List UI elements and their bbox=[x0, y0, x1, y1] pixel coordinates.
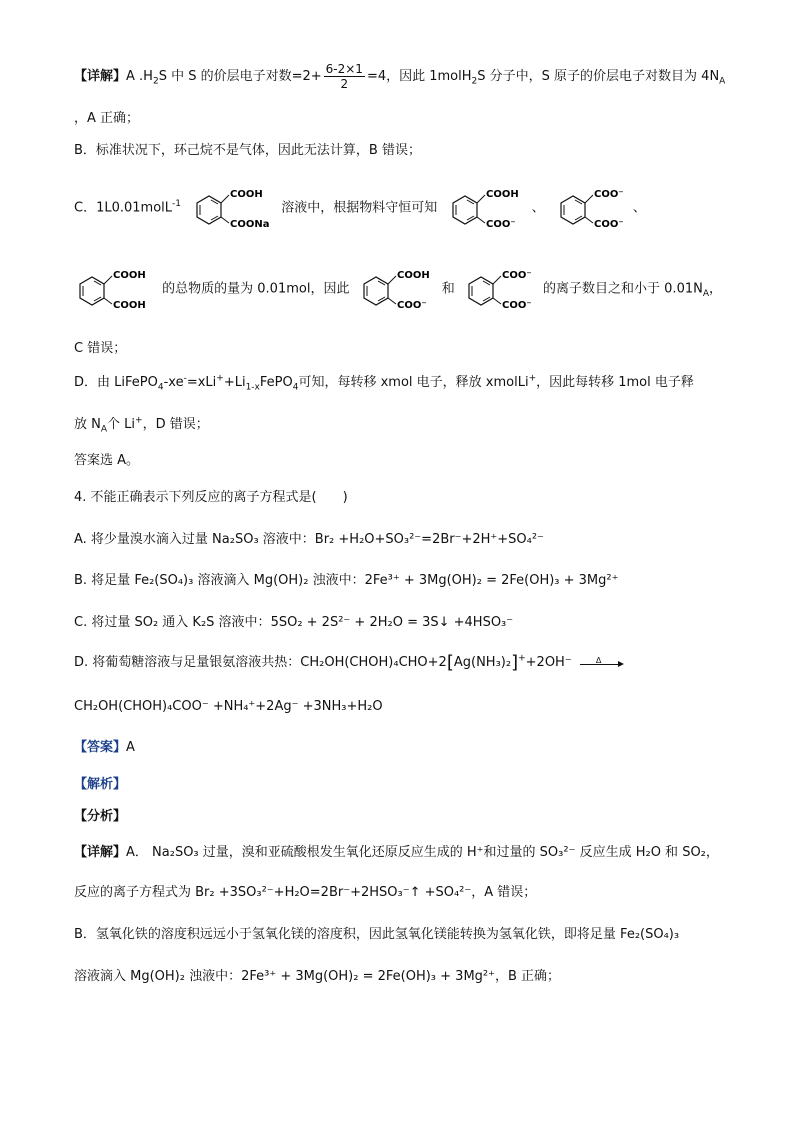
detail-tag: 【详解】 bbox=[74, 69, 127, 84]
heat-arrow: Δ bbox=[580, 658, 624, 668]
svg-text:COONa: COONa bbox=[230, 219, 270, 230]
phthalic-acid-structure bbox=[74, 264, 158, 314]
q4-answer: 【答案】A bbox=[74, 740, 135, 755]
q4-explain-a-cont: 反应的离子方程式为 Br₂ +3SO₃²⁻+H₂O=2Br⁻+2HSO₃⁻↑ +SO₄²⁻，A 错误； bbox=[74, 885, 537, 900]
svg-text:COO⁻: COO⁻ bbox=[593, 219, 624, 230]
q4-explain-a: 【详解】A． Na₂SO₃ 过量，溴和亚硫酸根发生氧化还原反应生成的 H⁺和过量的 SO₃²⁻ 反应生成 H₂O 和 SO₂， bbox=[74, 845, 719, 860]
q4-option-d-cont: CH₂OH(CHOH)₄COO⁻ +NH₄⁺+2Ag⁻ +3NH₃+H₂O bbox=[74, 699, 383, 714]
q4-option-a: A. 将少量溴水滴入过量 Na₂SO₃ 溶液中：Br₂ +H₂O+SO₃²⁻=2Br⁻+2H⁺+SO₄²⁻ bbox=[74, 532, 544, 547]
svg-text:COOH: COOH bbox=[113, 300, 146, 311]
sodium-hydrogen-phthalate-structure bbox=[185, 183, 277, 233]
q4-fenxi-tag: 【分析】 bbox=[74, 809, 127, 824]
q3-explain-d-cont: 放 $N_A$个 Li+，D 错误； bbox=[74, 415, 209, 435]
q3-explain-c: C．1L0.01molL$^{-1}$ COOH COONa 溶液中，根据物料守恒可知 COOH COO⁻ 、 COO⁻ COO⁻ 、 bbox=[74, 183, 646, 234]
q4-analysis-tag: 【解析】 bbox=[74, 777, 127, 792]
svg-text:COOH: COOH bbox=[486, 189, 520, 200]
phthalate-monoanion-structure bbox=[441, 183, 527, 233]
phthalate-dianion-structure bbox=[549, 183, 629, 233]
svg-text:COOH: COOH bbox=[113, 270, 146, 281]
q4-option-d: D. 将葡萄糖溶液与足量银氨溶液共热：CH₂OH(CHOH)₄CHO+2[Ag(NH₃)₂]++2OH⁻ Δ bbox=[74, 652, 628, 674]
svg-text:COO⁻: COO⁻ bbox=[396, 300, 427, 311]
q4-option-b: B. 将足量 Fe₂(SO₄)₃ 溶液滴入 Mg(OH)₂ 浊液中：2Fe³⁺ + 3Mg(OH)₂ = 2Fe(OH)₃ + 3Mg²⁺ bbox=[74, 573, 619, 588]
svg-text:COO⁻: COO⁻ bbox=[593, 189, 624, 200]
svg-text:COOH: COOH bbox=[230, 189, 263, 200]
q4-explain-b-cont: 溶液滴入 Mg(OH)₂ 浊液中：2Fe³⁺ + 3Mg(OH)₂ = 2Fe(OH)₃ + 3Mg²⁺，B 正确； bbox=[74, 969, 561, 984]
q3-explain-a: 【详解】A $.H_2S$ 中 S 的价层电子对数=2+ $\frac{6-2\times 1}{2}$ =4，因此 1molH$_2$S 分子中，S 原子的价层电子对数目为 $4N_A$ bbox=[74, 62, 726, 91]
q3-explain-c-end: C 错误； bbox=[74, 341, 127, 356]
q3-explain-d: D．由 $LiFePO_4-xe^-=xLi^++Li_{1-x}FePO_4$可知，每转移 xmol 电子，释放 xmolLi+，因此每转移 1mol 电子释 bbox=[74, 373, 694, 393]
q3-explain-a-cont: ，A 正确； bbox=[74, 111, 140, 126]
q4-explain-b: B．氢氧化铁的溶度积远远小于氢氧化镁的溶度积，因此氢氧化镁能转换为氢氧化铁，即将足量 Fe₂(SO₄)₃ bbox=[74, 927, 680, 942]
q3-explain-b: B．标准状况下，环己烷不是气体，因此无法计算，B 错误； bbox=[74, 143, 421, 158]
fraction: $\frac{6-2\times 1}{2}$ bbox=[325, 62, 363, 91]
q4-stem: 4. 不能正确表示下列反应的离子方程式是( ) bbox=[74, 490, 348, 505]
phthalate-dianion-structure-2 bbox=[459, 264, 539, 314]
q3-explain-c-cont: COOH COOH 的总物质的量为 0.01mol，因此 COOH COO⁻ 和 COO⁻ COO⁻ 的离子数目之和小于 $0.01N_A$， bbox=[74, 264, 722, 315]
svg-text:COO⁻: COO⁻ bbox=[501, 270, 532, 281]
q4-option-c: C. 将过量 SO₂ 通入 K₂S 溶液中：5SO₂ + 2S²⁻ + 2H₂O = 3S↓ +4HSO₃⁻ bbox=[74, 615, 514, 630]
svg-text:COOH: COOH bbox=[396, 270, 430, 281]
svg-text:COO⁻: COO⁻ bbox=[501, 300, 532, 311]
q3-answer: 答案选 A。 bbox=[74, 453, 140, 468]
phthalate-monoanion-structure-2 bbox=[354, 264, 438, 314]
svg-text:COO⁻: COO⁻ bbox=[486, 219, 517, 230]
